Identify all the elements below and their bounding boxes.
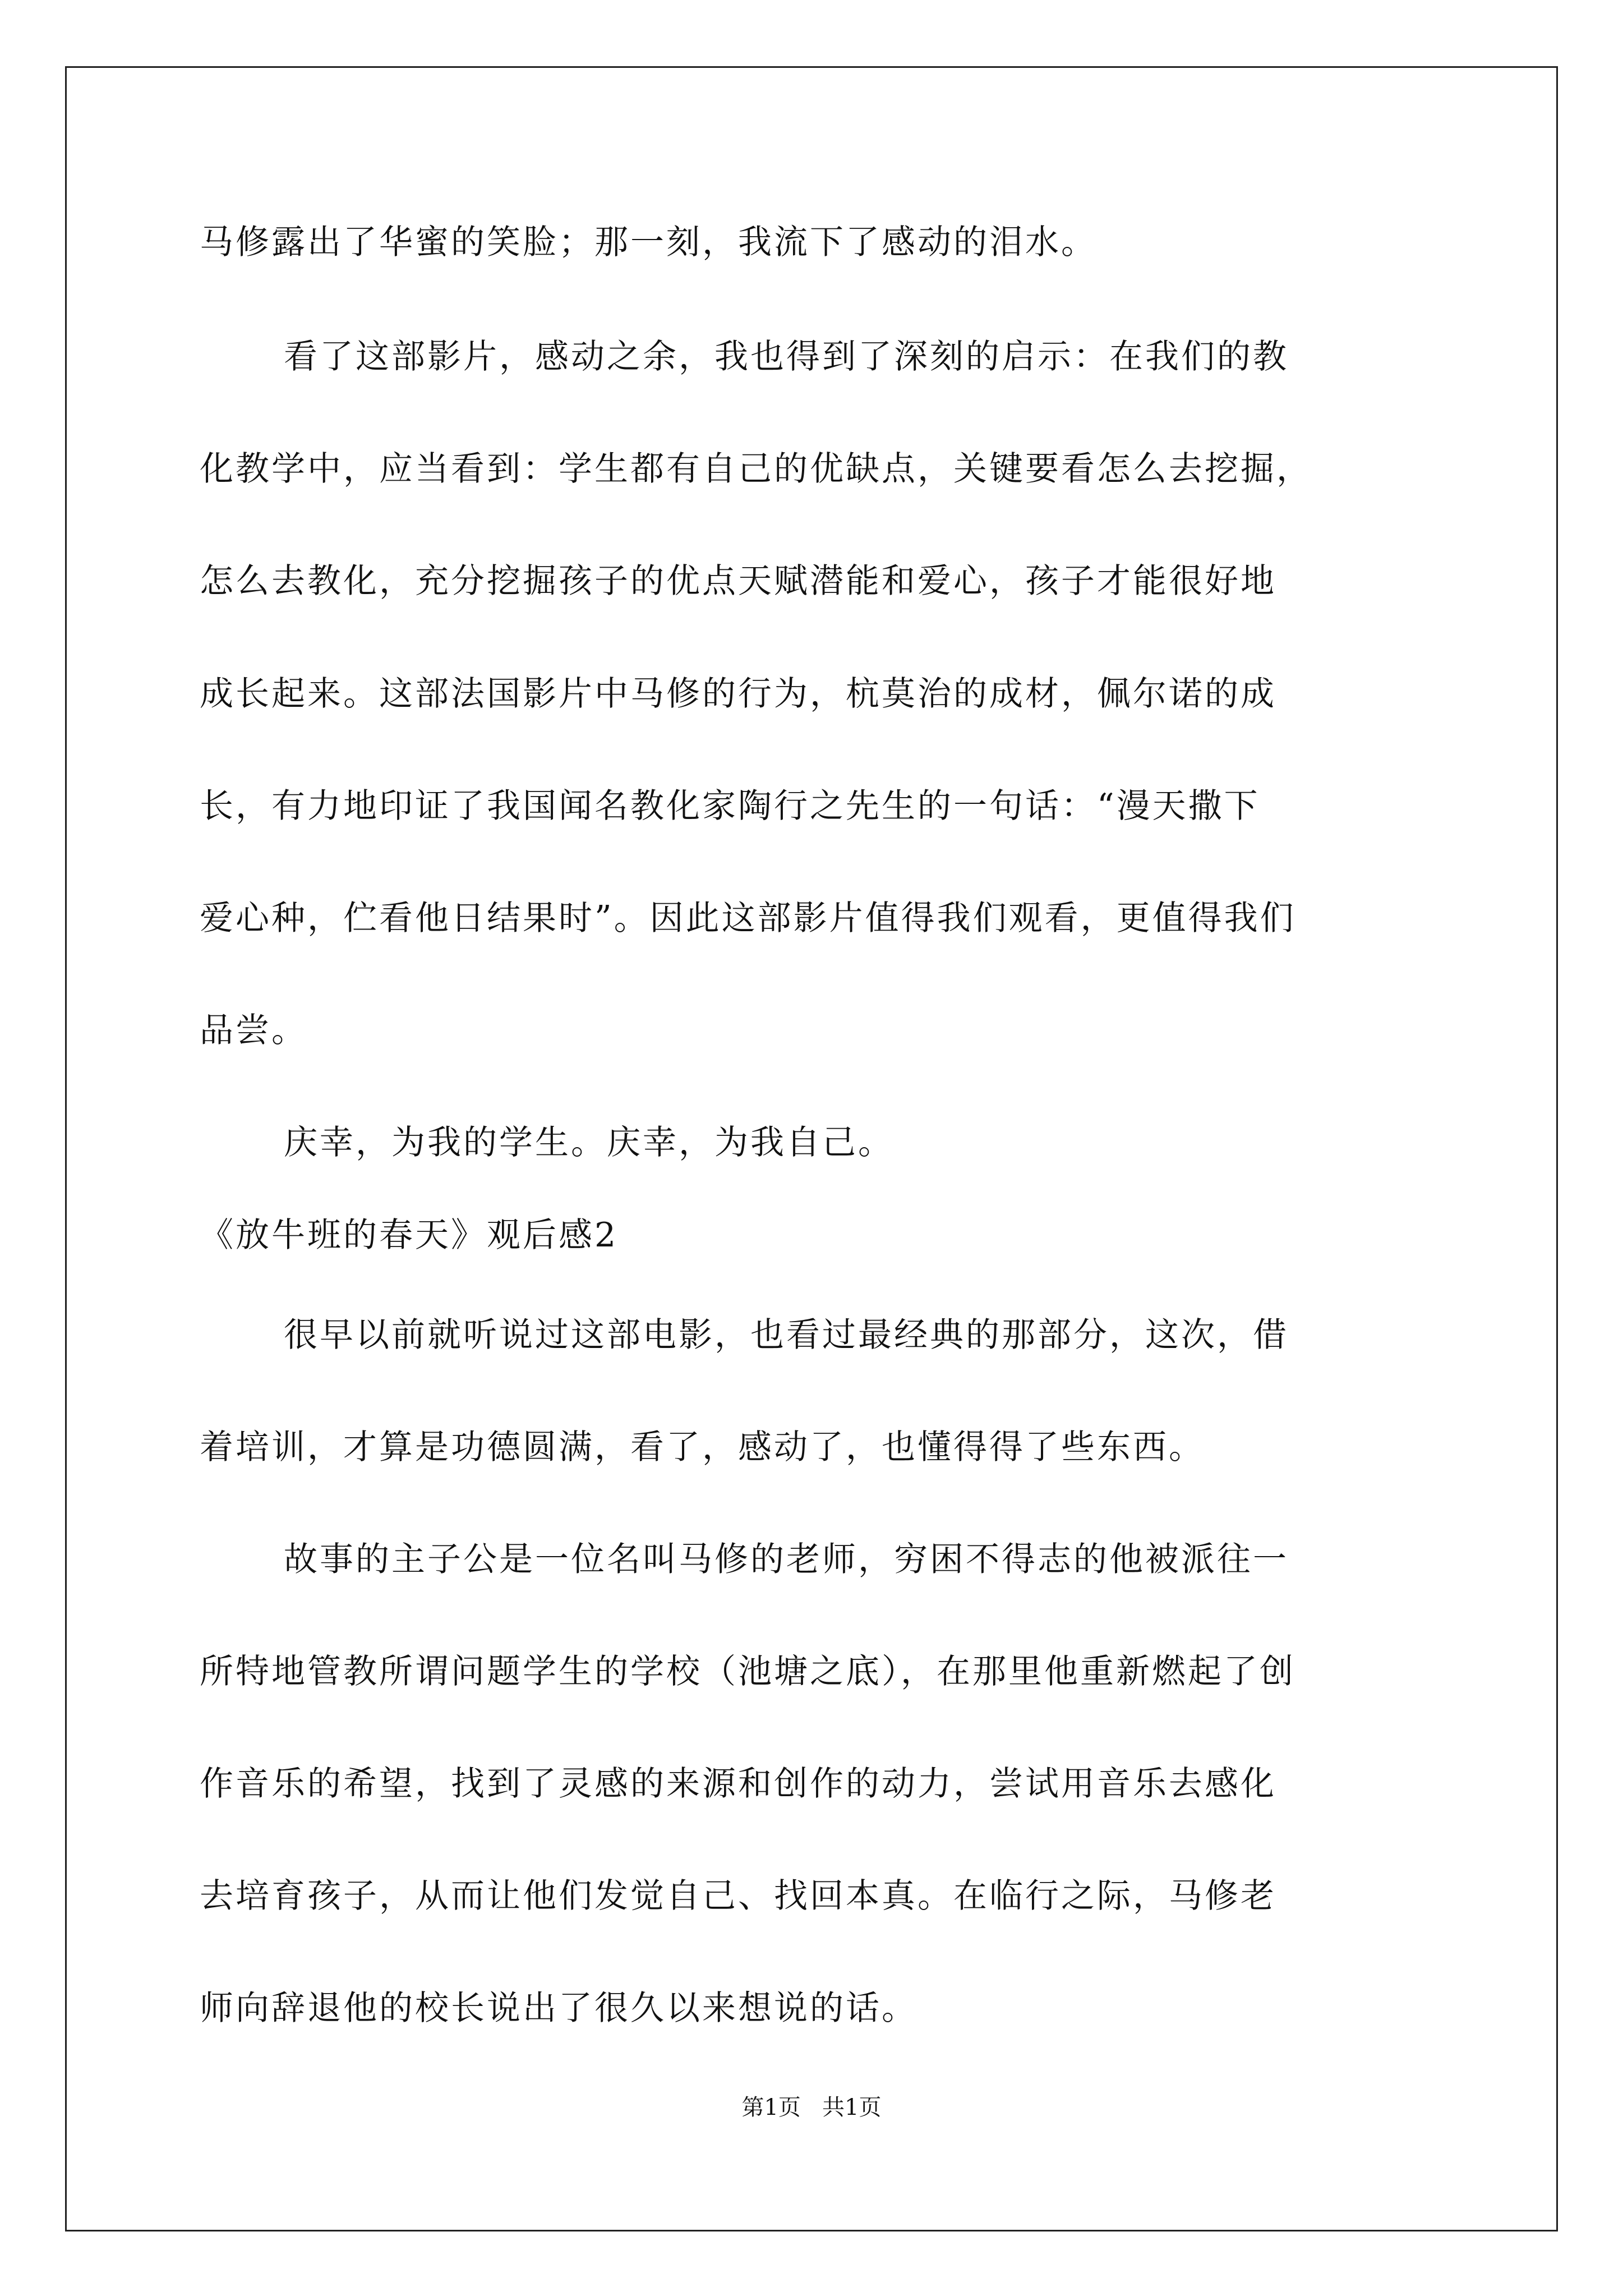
text-line: 品尝。	[200, 1011, 307, 1050]
text-line: 看了这部影片，感动之余，我也得到了深刻的启示：在我们的教	[284, 337, 1289, 376]
text-line: 去培育孩子，从而让他们发觉自己、找回本真。在临行之际，马修老	[200, 1876, 1276, 1916]
text-line: 着培训，才算是功德圆满，看了，感动了，也懂得得了些东西。	[200, 1428, 1205, 1467]
text-line: 故事的主子公是一位名叫马修的老师，穷困不得志的他被派往一	[284, 1540, 1289, 1579]
text-line: 很早以前就听说过这部电影，也看过最经典的那部分，这次，借	[284, 1315, 1289, 1355]
text-line: 成长起来。这部法国影片中马修的行为，杭莫治的成材，佩尔诺的成	[200, 674, 1276, 714]
text-line: 长，有力地印证了我国闻名教化家陶行之先生的一句话：“漫天撒下	[200, 786, 1260, 826]
text-line: 爱心种，伫看他日结果时”。因此这部影片值得我们观看，更值得我们	[200, 899, 1296, 938]
text-line: 化教学中，应当看到：学生都有自己的优缺点，关键要看怎么去挖掘，	[200, 449, 1312, 489]
text-line: 所特地管教所谓问题学生的学校（池塘之底），在那里他重新燃起了创	[200, 1652, 1295, 1691]
page-number-footer: 第1页 共1页	[741, 2095, 882, 2120]
text-line: 怎么去教化，充分挖掘孩子的优点天赋潜能和爱心，孩子才能很好地	[200, 562, 1276, 601]
text-line: 师向辞退他的校长说出了很久以来想说的话。	[200, 1989, 917, 2028]
text-line: 作音乐的希望，找到了灵感的来源和创作的动力，尝试用音乐去感化	[200, 1764, 1276, 1803]
text-line: 马修露出了华蜜的笑脸；那一刻，我流下了感动的泪水。	[200, 223, 1097, 262]
text-line: 庆幸，为我的学生。庆幸，为我自己。	[284, 1123, 894, 1162]
section-heading: 《放牛班的春天》观后感2	[200, 1216, 619, 1255]
